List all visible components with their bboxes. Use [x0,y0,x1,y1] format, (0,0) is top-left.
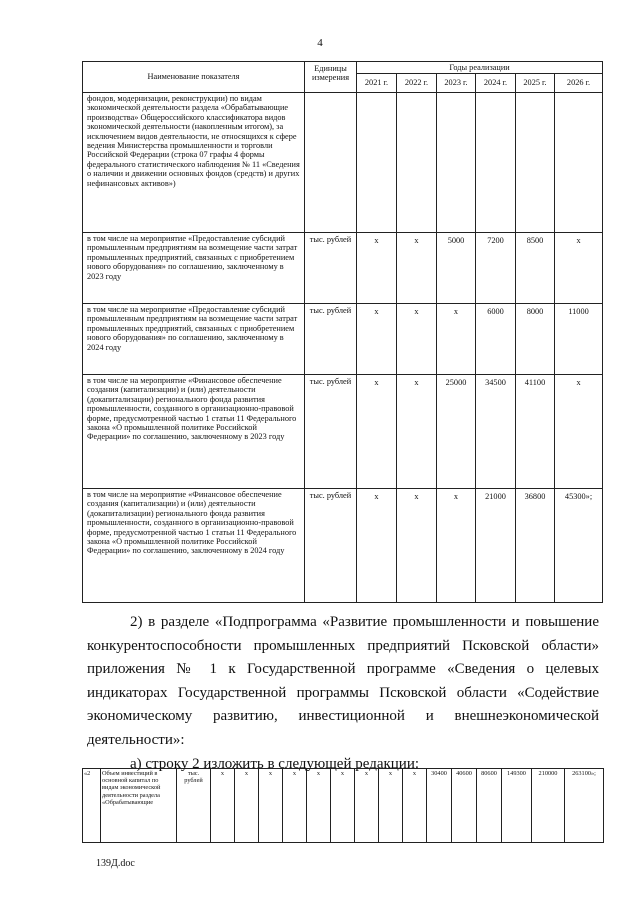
table-row [83,489,603,603]
row-value: 45300»; [555,489,603,603]
row-unit: тыс. рублей [305,489,357,603]
row2-value: x [379,769,403,843]
row-unit: тыс. рублей [305,233,357,304]
indicators-table [82,61,603,603]
row-value: x [357,375,397,489]
row-name: фондов, модернизации, реконструкции) по видам экономической деятельности раздела «Обрабатывающие производства» Общероссийского классификатора видов экономической деятельности (накопленным итогом), за исключением видов деятельности, не относящихся к сфере ведения Министерства промышленности и торговли Российской Федерации (строка 07 графы 4 формы федерального статистического наблюдения № 11 «Сведения о наличии и движении основных фондов (средств) и других нефинансовых активов») [83,93,305,233]
header-year: 2021 г. [357,74,397,93]
row2-value: x [355,769,379,843]
row2-value: x [283,769,307,843]
table-row [83,769,604,843]
header-year: 2025 г. [516,74,555,93]
header-indicator-name: Наименование показателя [83,62,305,93]
row-value [357,93,397,233]
row-value: x [397,233,437,304]
row2-value: 210000 [532,769,565,843]
row-value: x [397,489,437,603]
row-value: 6000 [476,304,516,375]
row2-value: 40600 [452,769,477,843]
header-unit: Единицы измерения [305,62,357,93]
row-value [555,93,603,233]
amendment-text [87,611,599,777]
row-value: x [397,304,437,375]
row-unit [305,93,357,233]
row-value: x [397,375,437,489]
file-name-footer: 139Д.doc [96,858,135,869]
row2-value: 149300 [502,769,532,843]
row-value: x [437,489,476,603]
paragraph-2: 2) в разделе «Подпрограмма «Развитие промышленности и повышение конкурентоспособности промышленных предприятий Псковской области» приложения № 1 к Государственной программе «Сведения о целевых индикаторах Государственной программы Псковской области «Содействие экономическому развитию, инвестиционной и внешнеэкономической деятельности»: [87,614,599,748]
header-years-group: Годы реализации [357,62,603,74]
row-value [516,93,555,233]
page-number: 4 [317,37,323,49]
row-value: 36800 [516,489,555,603]
row-value: 8500 [516,233,555,304]
row2-value: x [403,769,427,843]
row-value: x [555,233,603,304]
row2-value: 263100»; [565,769,604,843]
row2-value: x [235,769,259,843]
row2-value: x [211,769,235,843]
row-name: в том числе на мероприятие «Предоставление субсидий промышленным предприятиям на возмещение части затрат промышленных предприятий, связанных с приобретением нового оборудования» по соглашению, заключенному в 2024 году [83,304,305,375]
row-value [476,93,516,233]
header-year: 2026 г. [555,74,603,93]
row-value: x [437,304,476,375]
row-value: x [357,304,397,375]
row-value: x [357,233,397,304]
row2-value: x [259,769,283,843]
row-value: x [555,375,603,489]
row-value [397,93,437,233]
row2-value: 30400 [427,769,452,843]
row-value: 7200 [476,233,516,304]
table-row [83,93,603,233]
row-value: 34500 [476,375,516,489]
table-row [83,233,603,304]
row-value: 5000 [437,233,476,304]
paragraph-a: а) строку 2 изложить в следующей редакции: [130,756,420,772]
row-name: в том числе на мероприятие «Предоставление субсидий промышленным предприятиям на возмещение части затрат промышленных предприятий, связанных с приобретением нового оборудования» по соглашению, заключенному в 2023 году [83,233,305,304]
row2-value: 80600 [477,769,502,843]
row2-unit: тыс. рублей [177,769,211,843]
row-value [437,93,476,233]
row-value: 11000 [555,304,603,375]
row2-value: x [331,769,355,843]
row-unit: тыс. рублей [305,375,357,489]
row2-value: x [307,769,331,843]
row-value: 8000 [516,304,555,375]
row-unit: тыс. рублей [305,304,357,375]
row2-table [82,768,604,843]
row-value: x [357,489,397,603]
row-value: 25000 [437,375,476,489]
table-row [83,304,603,375]
table-row [83,375,603,489]
header-year: 2023 г. [437,74,476,93]
row-name: в том числе на мероприятие «Финансовое обеспечение создания (капитализации) и (или) деятельности (докапитализации) регионального фонда развития промышленности, созданного в организационно-правовой форме, предусмотренной частью 1 статьи 11 Федерального закона «О промышленной политике Российской Федерации» по соглашению, заключенному в 2024 году [83,489,305,603]
header-year: 2024 г. [476,74,516,93]
row-value: 21000 [476,489,516,603]
row2-number: «2 [83,769,101,843]
header-year: 2022 г. [397,74,437,93]
row2-name: Объем инвестиций в основной капитал по видам экономической деятельности раздела «Обрабатывающие [101,769,177,843]
row-value: 41100 [516,375,555,489]
row-name: в том числе на мероприятие «Финансовое обеспечение создания (капитализации) и (или) деятельности (докапитализации) регионального фонда развития промышленности, созданного в организационно-правовой форме, предусмотренной частью 1 статьи 11 Федерального закона «О промышленной политике Российской Федерации» по соглашению, заключенному в 2023 году [83,375,305,489]
